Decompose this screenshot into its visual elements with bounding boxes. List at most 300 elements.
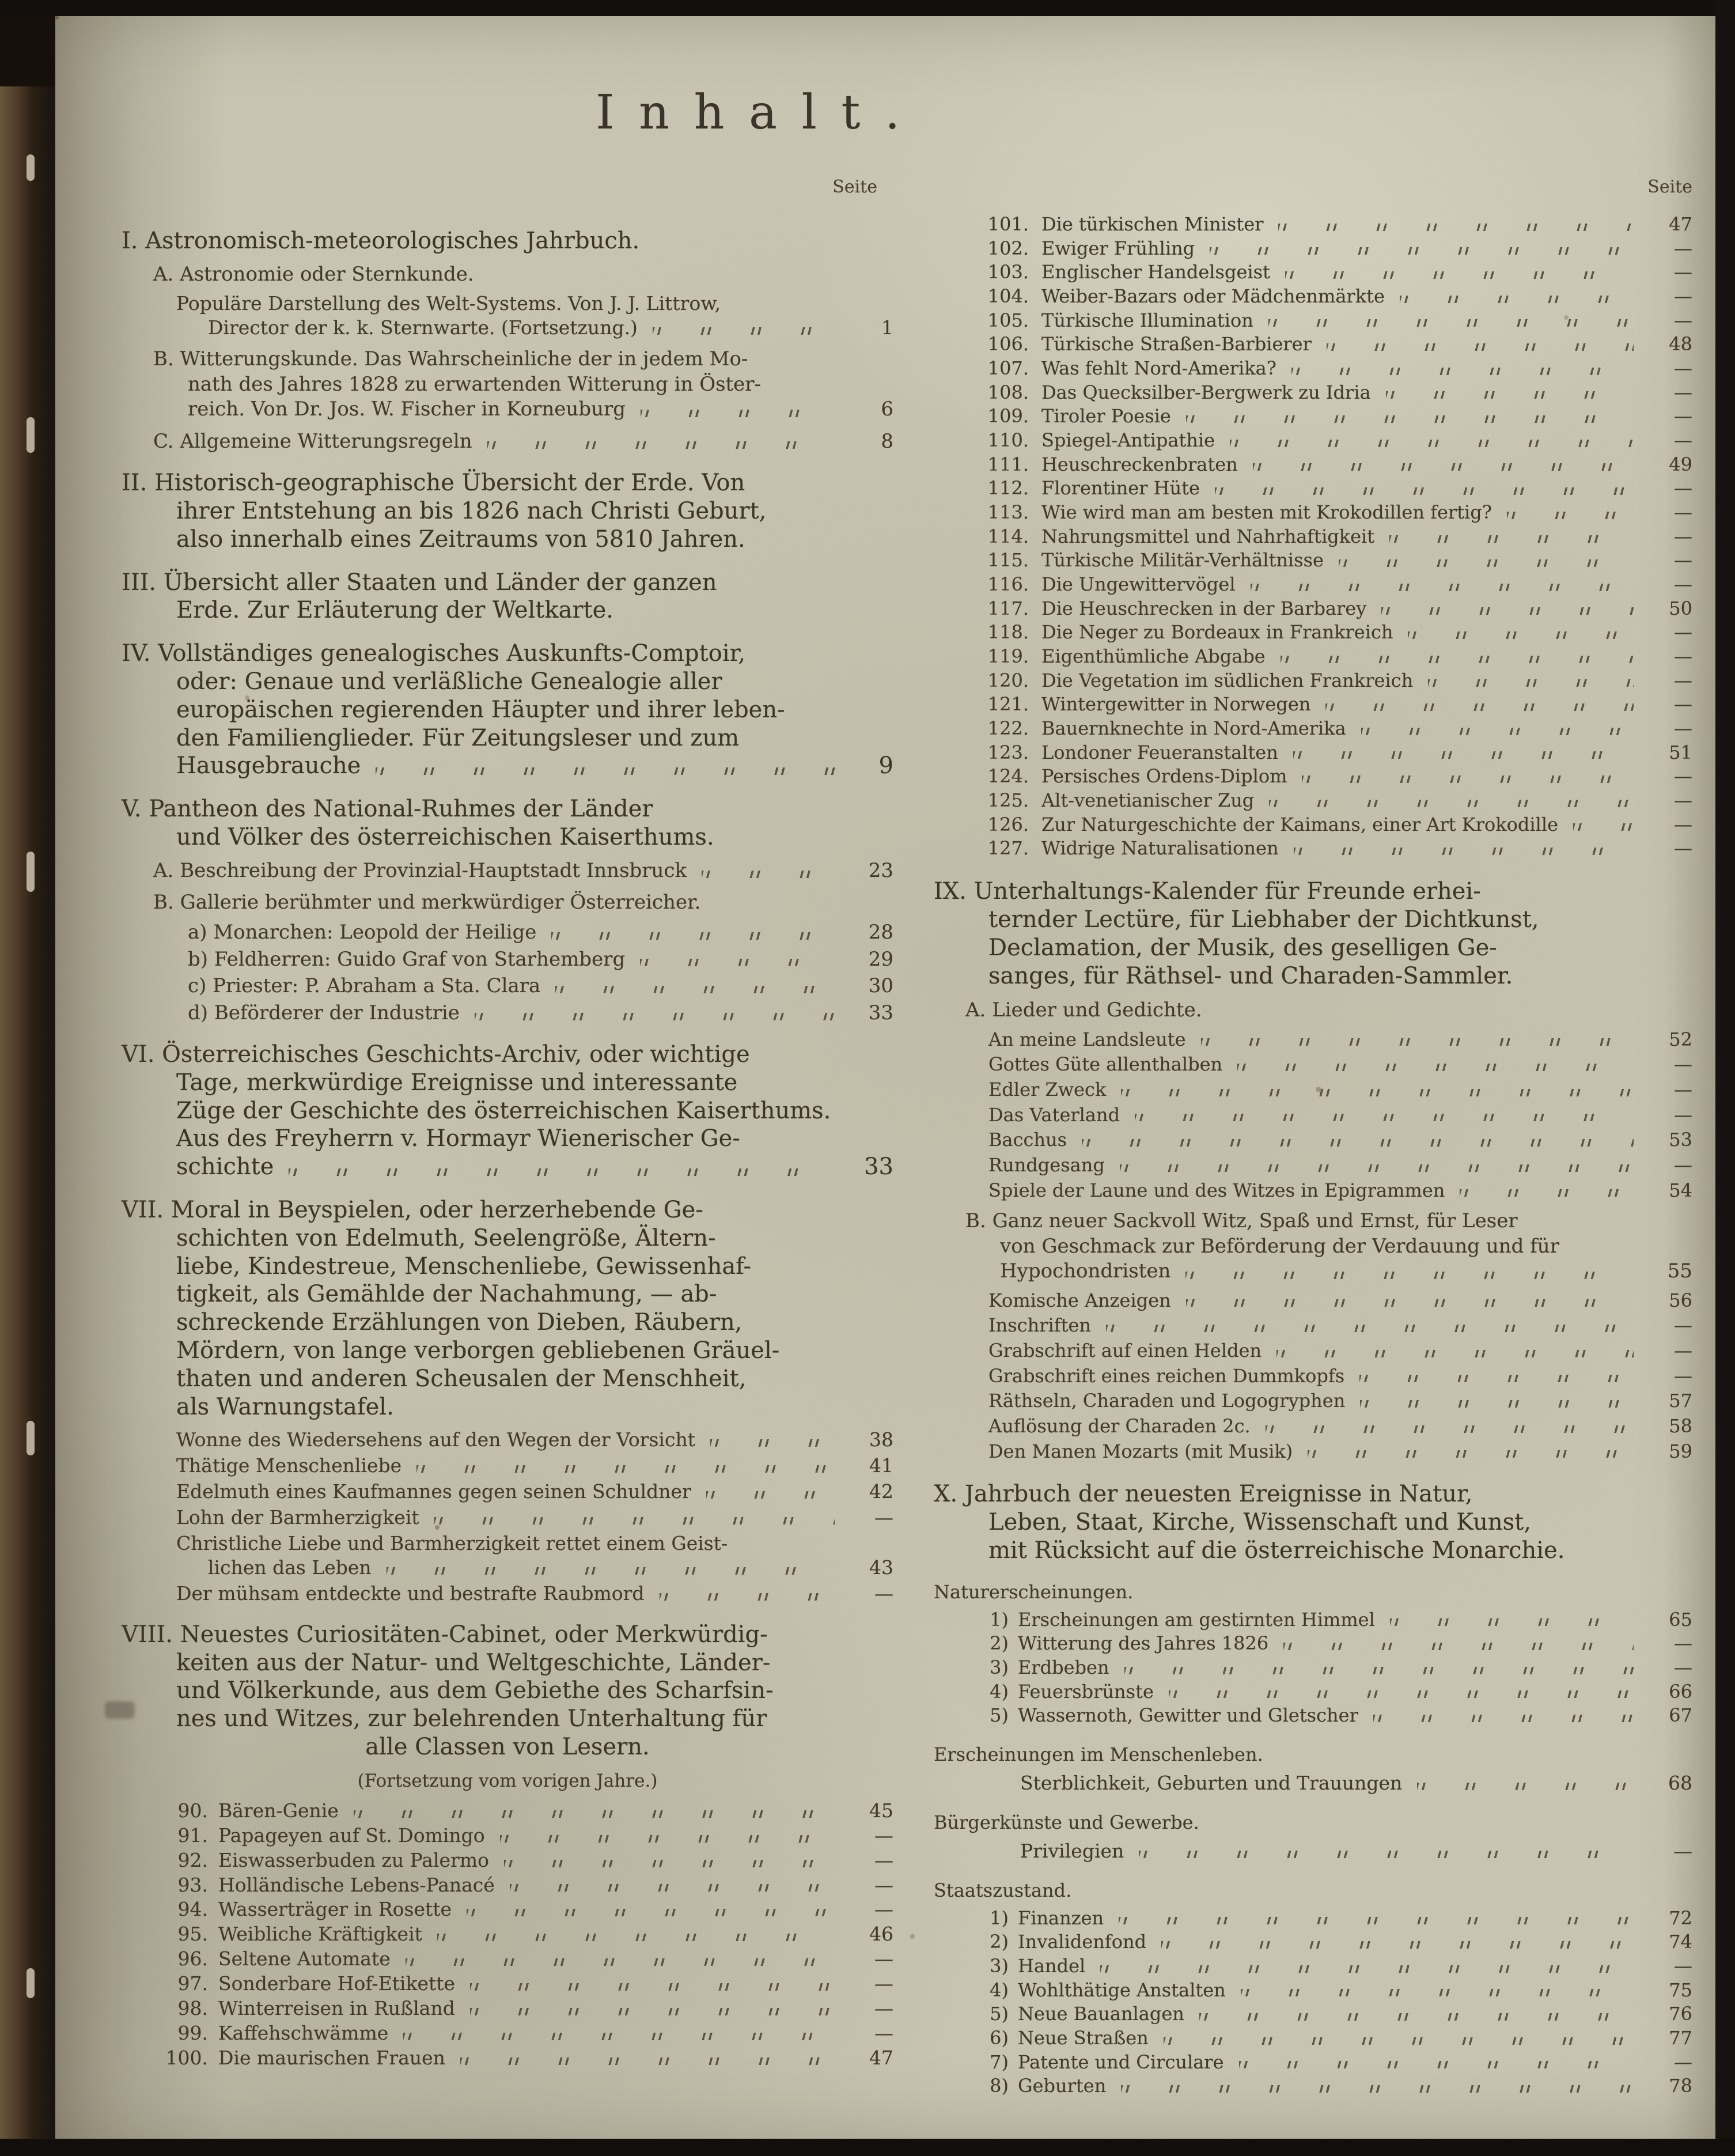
entry-text: Grabschrift eines reichen Dummkopfs: [988, 1364, 1345, 1387]
book-spine: [0, 0, 55, 2156]
toc-line: Naturerscheinungen.: [934, 1580, 1134, 1603]
page-number: —: [874, 1582, 893, 1605]
entry-text: Erscheinungen am gestirnten Himmel: [1018, 1608, 1375, 1631]
page-number: —: [874, 1824, 893, 1847]
toc-line: B. Witterungskunde. Das Wahrscheinliche der in jedem Mo-: [153, 347, 748, 371]
entry-text: Gottes Güte allenthalben: [988, 1053, 1223, 1076]
page-number: 23: [868, 858, 893, 882]
toc-block: [122, 1531, 893, 1580]
toc-line: III. Übersicht aller Staaten und Länder der ganzen: [122, 569, 717, 596]
leader-marks: [1428, 679, 1634, 687]
toc-line: (Fortsetzung vom vorigen Jahre.): [357, 1770, 658, 1791]
page-number: 33: [868, 1001, 893, 1025]
toc-block: [934, 1440, 1692, 1463]
page-number: —: [1674, 813, 1692, 835]
entry-number: 93.: [177, 1873, 208, 1896]
leader-marks: [1201, 1038, 1634, 1046]
toc-numbered-entry: [951, 2003, 1692, 2026]
entry-number: 101.: [987, 213, 1029, 235]
leader-marks: [289, 1168, 835, 1176]
toc-numbered-entry: [122, 1972, 893, 1996]
leader-marks: [1381, 607, 1634, 615]
toc-line: und Völkerkunde, aus dem Gebiethe des Scharfsin-: [176, 1677, 774, 1704]
toc-block: [122, 1582, 893, 1606]
toc-block: [934, 1839, 1692, 1863]
entry-number: 119.: [987, 645, 1029, 668]
entry-text: Die türkischen Minister: [1041, 213, 1264, 235]
toc-numbered-entry: [934, 405, 1692, 428]
entry-text: Räthseln, Charaden und Logogryphen: [988, 1390, 1346, 1412]
toc-numbered-entry: [934, 765, 1692, 788]
toc-block: [934, 1314, 1692, 1337]
leader-marks: [1269, 800, 1634, 807]
toc-block: [934, 1289, 1692, 1312]
leader-marks: [640, 959, 835, 966]
toc-line: [1000, 1259, 1692, 1284]
toc-line: VIII. Neuestes Curiositäten-Cabinet, oder Merkwürdig-: [122, 1621, 768, 1648]
entry-number: 124.: [987, 765, 1029, 788]
toc-numbered-entry: [934, 285, 1692, 308]
page-number: —: [1674, 1314, 1692, 1337]
toc-line: [988, 1440, 1692, 1463]
toc-line: [176, 1582, 893, 1606]
toc-block: [934, 1179, 1692, 1202]
toc-block: [934, 1811, 1692, 1833]
page-number: 43: [869, 1556, 893, 1579]
toc-left-column: [122, 212, 893, 2071]
toc-line: schichten von Edelmuth, Seelengröße, Ältern-: [176, 1224, 716, 1251]
toc-line: [153, 429, 893, 455]
entry-text: Kaffehschwämme: [218, 2021, 389, 2044]
toc-line: Aus des Freyherrn v. Hormayr Wienerischer Ge-: [176, 1125, 740, 1152]
leader-marks: [1268, 319, 1634, 327]
entry-text: Türkische Illumination: [1041, 309, 1253, 331]
entry-text: A. Beschreibung der Provinzial-Hauptstadt Innsbruck: [153, 858, 687, 882]
entry-text: Londoner Feueranstalten: [1041, 741, 1278, 763]
toc-numbered-entry: [951, 1704, 1692, 1727]
toc-numbered-entry: [122, 1799, 893, 1823]
toc-block: [934, 1053, 1692, 1076]
leader-marks: [470, 1983, 835, 1991]
entry-text: reich. Von Dr. Jos. W. Fischer in Korneuburg: [188, 398, 626, 421]
entry-number: 103.: [987, 261, 1029, 283]
leader-marks: [1119, 1917, 1634, 1924]
entry-number: 110.: [987, 429, 1029, 452]
toc-block: [122, 1506, 893, 1530]
page-number: 49: [1669, 453, 1692, 475]
toc-block: [122, 974, 893, 998]
toc-block: [934, 1339, 1692, 1363]
toc-numbered-entry: [934, 597, 1692, 621]
entry-text: Edelmuth eines Kaufmannes gegen seinen Schuldner: [176, 1480, 691, 1503]
toc-line: [988, 1289, 1692, 1312]
page-number: 68: [1668, 1771, 1692, 1794]
entry-number: 97.: [177, 1972, 208, 1995]
toc-line: [988, 1314, 1692, 1337]
spine-stitch: [26, 417, 35, 453]
page-number: —: [874, 1947, 893, 1970]
toc-line: ternder Lectüre, für Liebhaber der Dichtkunst,: [988, 906, 1539, 933]
toc-block: [122, 1621, 893, 1761]
spine-stitch: [26, 1968, 35, 1998]
entry-text: Nahrungsmittel und Nahrhaftigkeit: [1041, 525, 1375, 547]
toc-block: [122, 292, 893, 340]
toc-line: nes und Witzes, zur belehrenden Unterhaltung für: [176, 1705, 767, 1733]
entry-number: 109.: [987, 405, 1029, 428]
toc-line: A. Astronomie oder Sternkunde.: [153, 262, 474, 286]
entry-number: 4): [990, 1680, 1009, 1703]
page-number: 67: [1669, 1704, 1692, 1727]
toc-block: [934, 1389, 1692, 1413]
toc-line: B. Gallerie berühmter und merkwürdiger Österreicher.: [153, 891, 701, 914]
leader-marks: [376, 767, 835, 775]
page-number: —: [874, 1848, 893, 1871]
toc-block: [122, 1041, 893, 1181]
entry-text: Komische Anzeigen: [988, 1289, 1171, 1311]
toc-numbered-entry: [934, 333, 1692, 356]
entry-text: C. Allgemeine Witterungsregeln: [153, 429, 472, 453]
page-number: —: [1674, 621, 1692, 644]
entry-text: Thätige Menschenliebe: [176, 1454, 402, 1477]
toc-numbered-entry: [122, 1997, 893, 2021]
entry-text: schichte: [176, 1153, 274, 1181]
page-number: —: [1674, 789, 1692, 812]
entry-text: Tiroler Poesie: [1041, 405, 1171, 428]
toc-line: [208, 316, 893, 340]
toc-line: [988, 1153, 1692, 1177]
toc-block: [934, 1414, 1692, 1438]
entry-text: Die Heuschrecken in der Barbarey: [1041, 597, 1367, 619]
entry-text: lichen das Leben: [208, 1556, 372, 1579]
toc-numbered-entry: [951, 1632, 1692, 1655]
toc-line: [176, 1480, 893, 1504]
page-number: 41: [869, 1454, 893, 1477]
entry-text: Die Neger zu Bordeaux in Frankreich: [1041, 621, 1393, 644]
toc-block: [934, 1128, 1692, 1152]
leader-marks: [1400, 296, 1634, 303]
leader-marks: [1241, 1989, 1634, 1996]
page-number: 38: [869, 1428, 893, 1451]
toc-numbered-entry: [934, 693, 1692, 716]
seite-labels-row: [122, 177, 1692, 197]
leader-marks: [467, 1909, 835, 1916]
toc-block: [934, 1103, 1692, 1127]
entry-number: 99.: [177, 2021, 208, 2044]
entry-number: 3): [990, 1955, 1009, 1977]
entry-text: d) Beförderer der Industrie: [188, 1001, 460, 1025]
toc-line: [176, 752, 893, 780]
leader-marks: [460, 2057, 835, 2065]
leader-marks: [702, 871, 835, 878]
toc-line: europäischen regierenden Häupter und ihrer leben-: [176, 696, 785, 723]
leader-marks: [1573, 823, 1634, 831]
entry-text: Handel: [1018, 1955, 1086, 1977]
entry-text: Bären-Genie: [218, 1799, 339, 1822]
entry-number: 115.: [987, 549, 1029, 572]
entry-number: 120.: [987, 669, 1029, 691]
leader-marks: [1293, 751, 1634, 759]
leader-marks: [1186, 415, 1634, 423]
page-number: —: [1674, 645, 1692, 668]
page-number: —: [1674, 285, 1692, 308]
toc-numbered-entry: [934, 621, 1692, 644]
page-number: —: [1674, 1053, 1692, 1076]
page-paper: [55, 16, 1715, 2139]
page-number: 52: [1669, 1028, 1692, 1050]
leader-marks: [1276, 1350, 1634, 1357]
toc-block: [934, 1581, 1692, 1603]
leader-marks: [1253, 463, 1634, 471]
entry-number: 6): [990, 2027, 1009, 2049]
toc-line: [176, 1454, 893, 1478]
entry-number: 106.: [987, 333, 1029, 355]
entry-text: Neue Bauanlagen: [1018, 2003, 1184, 2025]
entry-number: 91.: [177, 1824, 208, 1847]
entry-number: 105.: [987, 309, 1029, 331]
toc-numbered-entry: [934, 814, 1692, 837]
entry-number: 2): [990, 1632, 1009, 1655]
leader-marks: [1121, 2085, 1634, 2093]
toc-block: [122, 858, 893, 884]
toc-block: [934, 1028, 1692, 1051]
toc-block: [122, 890, 893, 916]
seite-label-right: Seite: [1647, 177, 1692, 197]
toc-numbered-entry: [951, 1931, 1692, 1954]
leader-marks: [710, 1439, 835, 1447]
entry-number: 98.: [177, 1997, 208, 2020]
page-number: —: [1674, 765, 1692, 788]
leader-marks: [1199, 2013, 1634, 2021]
entry-text: Bacchus: [988, 1129, 1067, 1151]
leader-marks: [1139, 1851, 1634, 1858]
toc-line: A. Lieder und Gedichte.: [965, 998, 1202, 1022]
page-number: 51: [1669, 741, 1692, 763]
toc-line: Staatszustand.: [934, 1879, 1072, 1901]
toc-block: [934, 1078, 1692, 1102]
entry-number: 111.: [987, 453, 1029, 475]
toc-numbered-entry: [122, 1923, 893, 1946]
entry-text: Florentiner Hüte: [1041, 477, 1200, 500]
toc-block: [934, 1879, 1692, 1901]
entry-text: Alt-venetianischer Zug: [1041, 789, 1255, 812]
page-number: 74: [1669, 1931, 1692, 1953]
toc-block: [934, 1480, 1692, 1564]
leader-marks: [1417, 1783, 1634, 1790]
leader-marks: [1460, 1189, 1634, 1197]
toc-numbered-entry: [934, 213, 1692, 236]
leader-marks: [1120, 1164, 1634, 1172]
entry-number: 92.: [177, 1848, 208, 1871]
entry-text: Winterreisen in Rußland: [218, 1997, 455, 2020]
toc-line: Erscheinungen im Menschenleben.: [934, 1743, 1263, 1765]
page-number: —: [874, 1997, 893, 2020]
page-number: 77: [1669, 2027, 1692, 2049]
entry-text: Wintergewitter in Norwegen: [1041, 693, 1311, 716]
leader-marks: [475, 1013, 835, 1020]
toc-line: B. Ganz neuer Sackvoll Witz, Spaß und Ernst, für Leser: [965, 1209, 1518, 1233]
entry-number: 127.: [987, 837, 1029, 860]
toc-numbered-entry: [122, 1849, 893, 1873]
toc-line: ihrer Entstehung an bis 1826 nach Christi Geburt,: [176, 497, 767, 524]
entry-text: Heuschreckenbraten: [1041, 453, 1238, 475]
page-number: —: [1674, 1340, 1692, 1362]
leader-marks: [1082, 1139, 1634, 1147]
toc-line: [208, 1556, 893, 1580]
page-number: —: [1674, 1103, 1692, 1126]
page-number: 47: [869, 2046, 893, 2069]
leader-marks: [1278, 224, 1634, 231]
page-number: —: [874, 2021, 893, 2044]
toc-block: [934, 1209, 1692, 1284]
entry-text: Ewiger Frühling: [1041, 237, 1195, 259]
entry-text: Geburten: [1018, 2075, 1107, 2097]
leader-marks: [1210, 247, 1634, 255]
leader-marks: [1390, 1618, 1634, 1626]
page-number: 58: [1669, 1414, 1692, 1437]
toc-right-column: [934, 212, 1692, 2099]
toc-line: [176, 1506, 893, 1530]
toc-numbered-entry: [951, 2027, 1692, 2050]
toc-numbered-entry: [934, 261, 1692, 284]
toc-block: [122, 429, 893, 455]
entry-text: Rundgesang: [988, 1153, 1105, 1176]
entry-text: Finanzen: [1018, 1907, 1104, 1929]
page-number: —: [1674, 381, 1692, 403]
entry-text: Wonne des Wiedersehens auf den Wegen der Vorsicht: [176, 1428, 695, 1451]
toc-line: VI. Österreichisches Geschichts-Archiv, oder wichtige: [122, 1041, 750, 1068]
leader-marks: [1100, 1965, 1634, 1973]
entry-text: Wasserträger in Rosette: [218, 1898, 452, 1921]
toc-line: schreckende Erzählungen von Dieben, Räubern,: [176, 1309, 743, 1336]
toc-numbered-entry: [951, 2075, 1692, 2098]
entry-text: b) Feldherren: Guido Graf von Starhemberg: [188, 947, 626, 971]
page-number: —: [1674, 2051, 1692, 2073]
toc-line: [1020, 1771, 1692, 1795]
entry-text: Zur Naturgeschichte der Kaimans, einer Art Krokodille: [1041, 813, 1559, 835]
entry-number: 100.: [165, 2046, 208, 2069]
toc-line: [176, 1153, 893, 1181]
entry-text: Director der k. k. Sternwarte. (Fortsetzung.): [208, 316, 638, 339]
toc-numbered-entry: [934, 645, 1692, 668]
entry-number: 7): [990, 2051, 1009, 2073]
entry-text: Edler Zweck: [988, 1079, 1107, 1101]
entry-text: Persisches Ordens-Diplom: [1041, 765, 1287, 788]
toc-block: [122, 1771, 893, 1791]
toc-line: als Warnungstafel.: [176, 1393, 394, 1420]
leader-marks: [387, 1567, 835, 1575]
entry-text: Patente und Circulare: [1018, 2051, 1224, 2073]
leader-marks: [1361, 728, 1634, 735]
toc-numbered-entry: [934, 429, 1692, 452]
leader-marks: [403, 2033, 835, 2040]
leader-marks: [1339, 559, 1634, 567]
toc-line: tigkeit, als Gemählde der Nachahmung, — ab-: [176, 1281, 717, 1308]
page-number: —: [1674, 1364, 1692, 1387]
toc-line: keiten aus der Natur- und Weltgeschichte, Länder-: [176, 1649, 771, 1676]
spine-stitch: [26, 154, 35, 181]
toc-line: Bürgerkünste und Gewerbe.: [934, 1811, 1199, 1833]
leader-marks: [500, 1835, 835, 1843]
toc-numbered-entry: [934, 670, 1692, 693]
page-number: 55: [1667, 1259, 1692, 1283]
toc-block: [122, 1480, 893, 1504]
entry-text: Eiswasserbuden zu Palermo: [218, 1848, 489, 1871]
leader-marks: [1169, 1690, 1634, 1698]
toc-block: [934, 877, 1692, 990]
toc-numbered-entry: [934, 549, 1692, 572]
entry-number: 4): [990, 1979, 1009, 2001]
entry-text: Neue Straßen: [1018, 2027, 1149, 2049]
toc-line: [988, 1128, 1692, 1152]
entry-number: 125.: [987, 789, 1029, 812]
toc-line: [988, 1028, 1692, 1051]
page-number: —: [1674, 669, 1692, 691]
leader-marks: [1327, 343, 1634, 351]
toc-block: [122, 1454, 893, 1478]
toc-line: [988, 1389, 1692, 1413]
toc-line: I. Astronomisch-meteorologisches Jahrbuch.: [122, 228, 640, 254]
entry-number: 95.: [177, 1923, 208, 1946]
toc-numbered-entry: [122, 1898, 893, 1922]
toc-numbered-entry: [934, 525, 1692, 549]
entry-number: 104.: [987, 285, 1029, 308]
leader-marks: [1230, 440, 1634, 447]
entry-text: Eigenthümliche Abgabe: [1041, 645, 1266, 668]
toc-numbered-entry: [934, 381, 1692, 404]
page-number: —: [874, 1873, 893, 1896]
leader-marks: [1360, 1400, 1634, 1408]
entry-text: Weibliche Kräftigkeit: [218, 1923, 422, 1946]
toc-numbered-entry: [934, 309, 1692, 332]
leader-marks: [1373, 1715, 1634, 1722]
leader-marks: [354, 1810, 835, 1818]
entry-number: 116.: [987, 573, 1029, 596]
entry-number: 121.: [987, 693, 1029, 716]
page-number: —: [874, 1506, 893, 1529]
toc-numbered-entry: [934, 357, 1692, 380]
toc-line: V. Pantheon des National-Ruhmes der Länder: [122, 796, 653, 823]
leader-marks: [1408, 631, 1634, 639]
toc-block: [122, 227, 893, 255]
toc-numbered-entry: [934, 573, 1692, 596]
toc-line: VII. Moral in Beyspielen, oder herzerhebende Ge-: [122, 1197, 703, 1224]
entry-text: Sonderbare Hof-Etikette: [218, 1972, 456, 1995]
entry-text: Hypochondristen: [1000, 1259, 1171, 1283]
page-number: 66: [1669, 1680, 1692, 1703]
page-number: —: [1674, 1079, 1692, 1101]
entry-number: 108.: [987, 381, 1029, 403]
toc-line: [988, 1103, 1692, 1127]
entry-text: Papageyen auf St. Domingo: [218, 1824, 485, 1847]
toc-numbered-entry: [122, 2022, 893, 2045]
entry-number: 107.: [987, 357, 1029, 380]
leader-marks: [1359, 1375, 1634, 1382]
page-number: —: [1674, 549, 1692, 572]
toc-block: [934, 998, 1692, 1023]
page-number: —: [1674, 429, 1692, 452]
toc-numbered-entry: [934, 477, 1692, 500]
page-number: 6: [881, 398, 893, 421]
leader-marks: [555, 986, 835, 993]
toc-numbered-entry: [934, 237, 1692, 260]
toc-line: [188, 1001, 893, 1026]
entry-number: 90.: [177, 1799, 208, 1822]
page-number: —: [874, 1898, 893, 1921]
toc-line: [153, 858, 893, 884]
leader-marks: [653, 327, 835, 335]
leader-marks: [470, 2008, 835, 2015]
entry-text: Die Ungewittervögel: [1041, 573, 1236, 596]
